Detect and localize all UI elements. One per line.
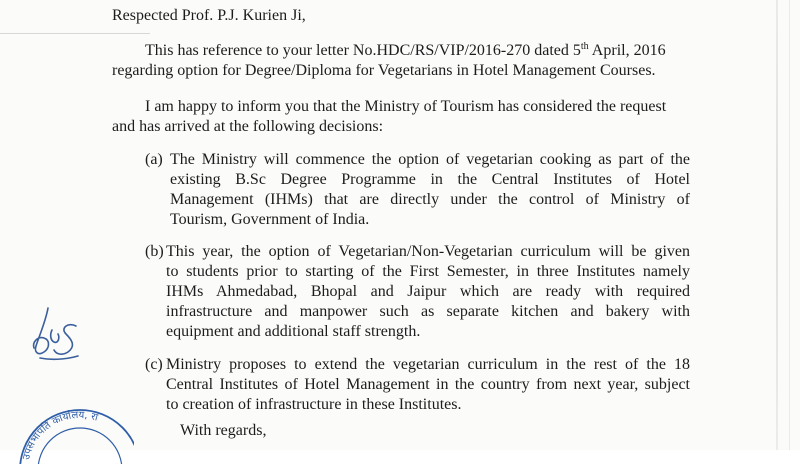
closing-regards: With regards,: [180, 422, 267, 439]
office-seal-stamp: [14, 404, 134, 464]
scan-rule-line: [0, 33, 150, 34]
paragraph-2-line-2: and has arrived at the following decisions:: [112, 118, 384, 135]
item-b-line: infrastructure and manpower such as separate kitchen and bakery with: [166, 303, 690, 320]
item-b-line: IHMs Ahmedabad, Bhopal and Jaipur which are ready with required: [166, 283, 690, 300]
item-b-line: This year, the option of Vegetarian/Non-Vegetarian curriculum will be given: [166, 243, 690, 260]
paper-edge-shadow: [789, 0, 790, 450]
item-c-line: to creation of infrastructure in these Institutes.: [166, 396, 462, 413]
paragraph-1-text: This has reference to your letter No.HDC/RS/VIP/2016-270 dated 5: [145, 42, 581, 59]
item-a-line: Management (IHMs) that are directly under the control of Ministry of: [170, 191, 690, 208]
item-b-line: to students prior to starting of the First Semester, in three Institutes namely: [166, 263, 690, 280]
item-b-label: (b): [145, 243, 164, 260]
seal-text: उपसभापति कार्यालय, रा: [21, 409, 100, 462]
item-a-label: (a): [145, 151, 163, 168]
paragraph-2-line-1: I am happy to inform you that the Ministry of Tourism has considered the request: [145, 98, 667, 115]
item-a-line: Tourism, Government of India.: [170, 211, 370, 228]
salutation: Respected Prof. P.J. Kurien Ji,: [112, 7, 306, 24]
item-c-line: Central Institutes of Hotel Management in the country from next year, subject: [166, 376, 690, 393]
paragraph-1-date-tail: April, 2016: [588, 42, 666, 59]
paragraph-1-line-1: [145, 41, 666, 61]
item-c-label: (c): [145, 356, 163, 373]
handwritten-initials: [26, 300, 86, 370]
item-c-line: Ministry proposes to extend the vegetarian curriculum in the rest of the 18: [166, 356, 690, 373]
item-a-line: existing B.Sc Degree Programme in the Central Institutes of Hotel: [170, 171, 690, 188]
item-a-line: The Ministry will commence the option of vegetarian cooking as part of the: [170, 151, 690, 168]
paragraph-1-line-2: regarding option for Degree/Diploma for Vegetarians in Hotel Management Courses.: [112, 62, 656, 79]
paper-fold-shadow: [776, 0, 778, 450]
item-b-line: equipment and additional staff strength.: [166, 323, 421, 340]
ordinal-suffix: th: [580, 41, 589, 52]
